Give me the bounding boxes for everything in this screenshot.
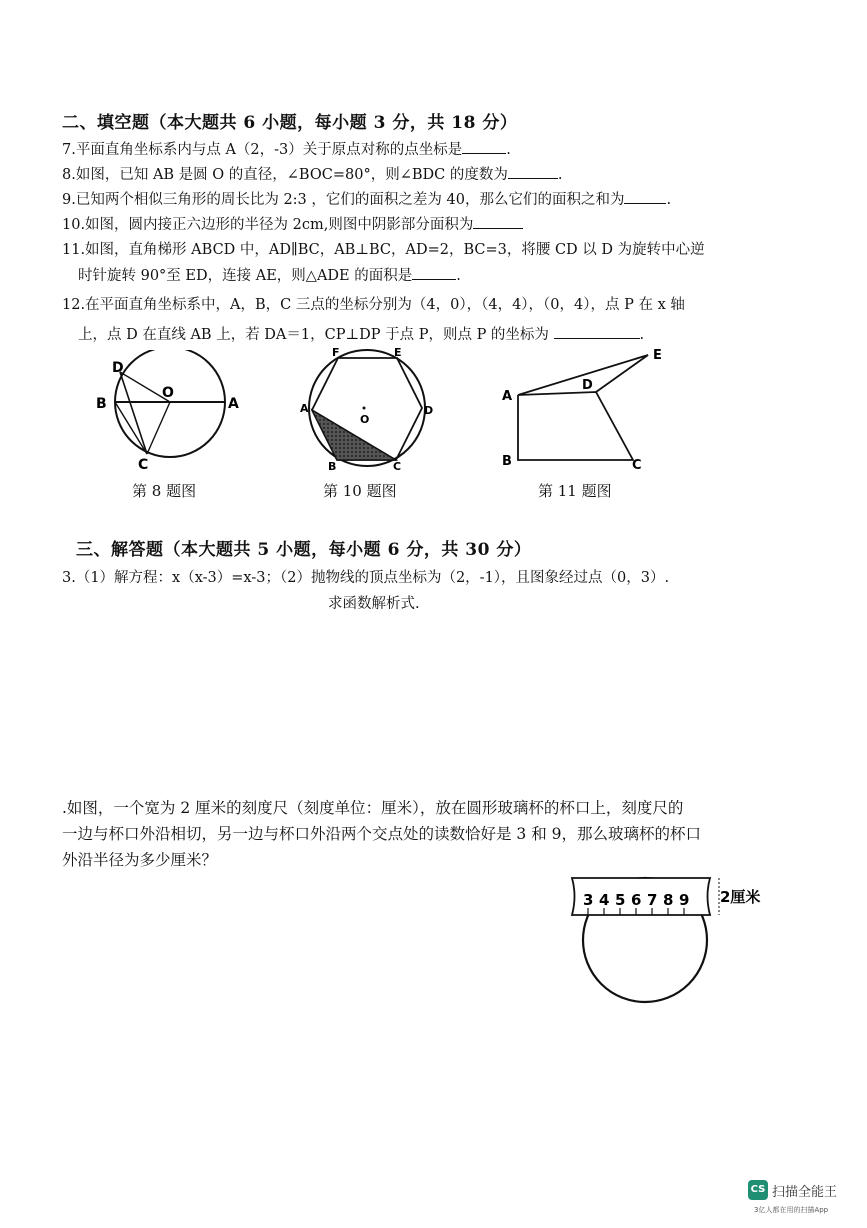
ruler-tick-label: 8 bbox=[663, 891, 674, 909]
label-f: F bbox=[332, 346, 340, 359]
radius-oc bbox=[147, 402, 170, 454]
label-b: B bbox=[502, 454, 512, 469]
label-d: D bbox=[112, 360, 124, 376]
figure-10-hexagon-diagram bbox=[290, 346, 450, 476]
scanner-logo-icon: CS bbox=[748, 1180, 768, 1200]
label-b: B bbox=[96, 396, 107, 412]
label-b: B bbox=[328, 460, 337, 473]
scanner-tagline: 3亿人都在用的扫描App bbox=[754, 1206, 829, 1214]
question-8-text: 8.如图，已知 AB 是圆 O 的直径，∠BOC=80°，则∠BDC 的度数为 bbox=[62, 167, 508, 183]
figure-11-trapezoid-diagram bbox=[498, 345, 678, 473]
answer-blank-11[interactable] bbox=[412, 265, 456, 280]
chord-dc bbox=[120, 372, 147, 454]
section2-title: 二、填空题（本大题共 6 小题，每小题 3 分，共 18 分） bbox=[62, 113, 518, 133]
question-4-line2: 一边与杯口外沿相切，另一边与杯口外沿两个交点处的读数恰好是 3 和 9，那么玻璃杯的杯口 bbox=[62, 825, 702, 843]
question-11-text: 时针旋转 90°至 ED，连接 AE，则△ADE 的面积是 bbox=[78, 268, 413, 284]
question-7-text: 7.平面直角坐标系内与点 A（2，-3）关于原点对称的点坐标是 bbox=[62, 142, 463, 158]
question-9: 9.已知两个相似三角形的周长比为 2:3 ，它们的面积之差为 40，那么它们的面积之和为 . bbox=[62, 188, 671, 209]
figure-ruler-cup bbox=[562, 870, 772, 1010]
answer-blank-9[interactable] bbox=[624, 189, 666, 204]
answer-blank-7[interactable] bbox=[462, 139, 506, 154]
section3-title: 三、解答题（本大题共 5 小题，每小题 6 分，共 30 分） bbox=[76, 540, 532, 560]
question-10 bbox=[62, 213, 523, 234]
ruler-tick-label: 3 bbox=[583, 891, 594, 909]
question-4-line1: .如图，一个宽为 2 厘米的刻度尺（刻度单位：厘米），放在圆形玻璃杯的杯口上，刻度尺的 bbox=[62, 799, 684, 817]
figure-8-circle-diagram bbox=[90, 350, 260, 475]
label-a: A bbox=[502, 389, 513, 404]
label-c: C bbox=[138, 457, 149, 473]
label-a: A bbox=[228, 396, 239, 412]
label-c: C bbox=[632, 458, 642, 473]
label-d: D bbox=[582, 378, 593, 393]
scanner-app-name: 扫描全能王 bbox=[772, 1185, 838, 1200]
question-10-text: 10.如图，圆内接正六边形的半径为 2cm,则图中阴影部分面积为 bbox=[62, 217, 474, 233]
ruler-tick-label: 4 bbox=[599, 891, 610, 909]
question-12-text: 上，点 D 在直线 AB 上，若 DA＝1，CP⊥DP 于点 P，则点 P 的坐标为 bbox=[78, 327, 549, 343]
label-c: C bbox=[393, 460, 402, 473]
label-e: E bbox=[653, 348, 662, 363]
figure-8-caption: 第 8 题图 bbox=[132, 482, 197, 500]
ruler-tick-label: 5 bbox=[615, 891, 626, 909]
label-a: A bbox=[300, 402, 309, 415]
label-o: O bbox=[360, 413, 370, 426]
question-11-line1: 11.如图，直角梯形 ABCD 中，AD∥BC，AB⊥BC，AD=2，BC=3，将腰 CD 以 D 为旋转中心逆 bbox=[62, 242, 705, 258]
ruler-width-label: 2厘米 bbox=[720, 888, 761, 906]
label-e: E bbox=[394, 346, 402, 359]
question-8: 8.如图，已知 AB 是圆 O 的直径，∠BOC=80°，则∠BDC 的度数为 . bbox=[62, 163, 562, 184]
question-9-text: 9.已知两个相似三角形的周长比为 2:3 ，它们的面积之差为 40，那么它们的面积之和为 bbox=[62, 192, 625, 208]
chord-bc bbox=[115, 402, 147, 454]
label-o: O bbox=[162, 385, 174, 401]
ruler-tick-label: 6 bbox=[631, 891, 642, 909]
answer-blank-8[interactable] bbox=[508, 164, 558, 179]
answer-blank-12[interactable] bbox=[554, 324, 640, 339]
question-11-line2: 时针旋转 90°至 ED，连接 AE，则△ADE 的面积是 . bbox=[78, 264, 461, 285]
figure-10-caption: 第 10 题图 bbox=[323, 482, 397, 500]
question-3-line1: 3.（1）解方程：x（x-3）=x-3；（2）抛物线的顶点坐标为（2，-1），且图象经过点（0，3）. bbox=[62, 570, 670, 586]
question-4-line3: 外沿半径为多少厘米？ bbox=[62, 851, 218, 869]
figure-11-caption: 第 11 题图 bbox=[538, 482, 612, 500]
ruler-tick-label: 7 bbox=[647, 891, 658, 909]
label-d: D bbox=[424, 404, 434, 417]
right-trapezoid bbox=[518, 392, 633, 460]
question-12-line2: 上，点 D 在直线 AB 上，若 DA＝1，CP⊥DP 于点 P，则点 P 的坐标为 . bbox=[78, 323, 644, 344]
answer-blank-10[interactable] bbox=[473, 214, 523, 229]
question-3-line2: 求函数解析式. bbox=[328, 596, 420, 612]
question-7: 7.平面直角坐标系内与点 A（2，-3）关于原点对称的点坐标是 . bbox=[62, 138, 511, 159]
ruler-tick-label: 9 bbox=[679, 891, 690, 909]
question-12-line1: 12.在平面直角坐标系中，A，B，C 三点的坐标分别为（4，0），（4，4），（0，4），点 P 在 x 轴 bbox=[62, 297, 685, 313]
